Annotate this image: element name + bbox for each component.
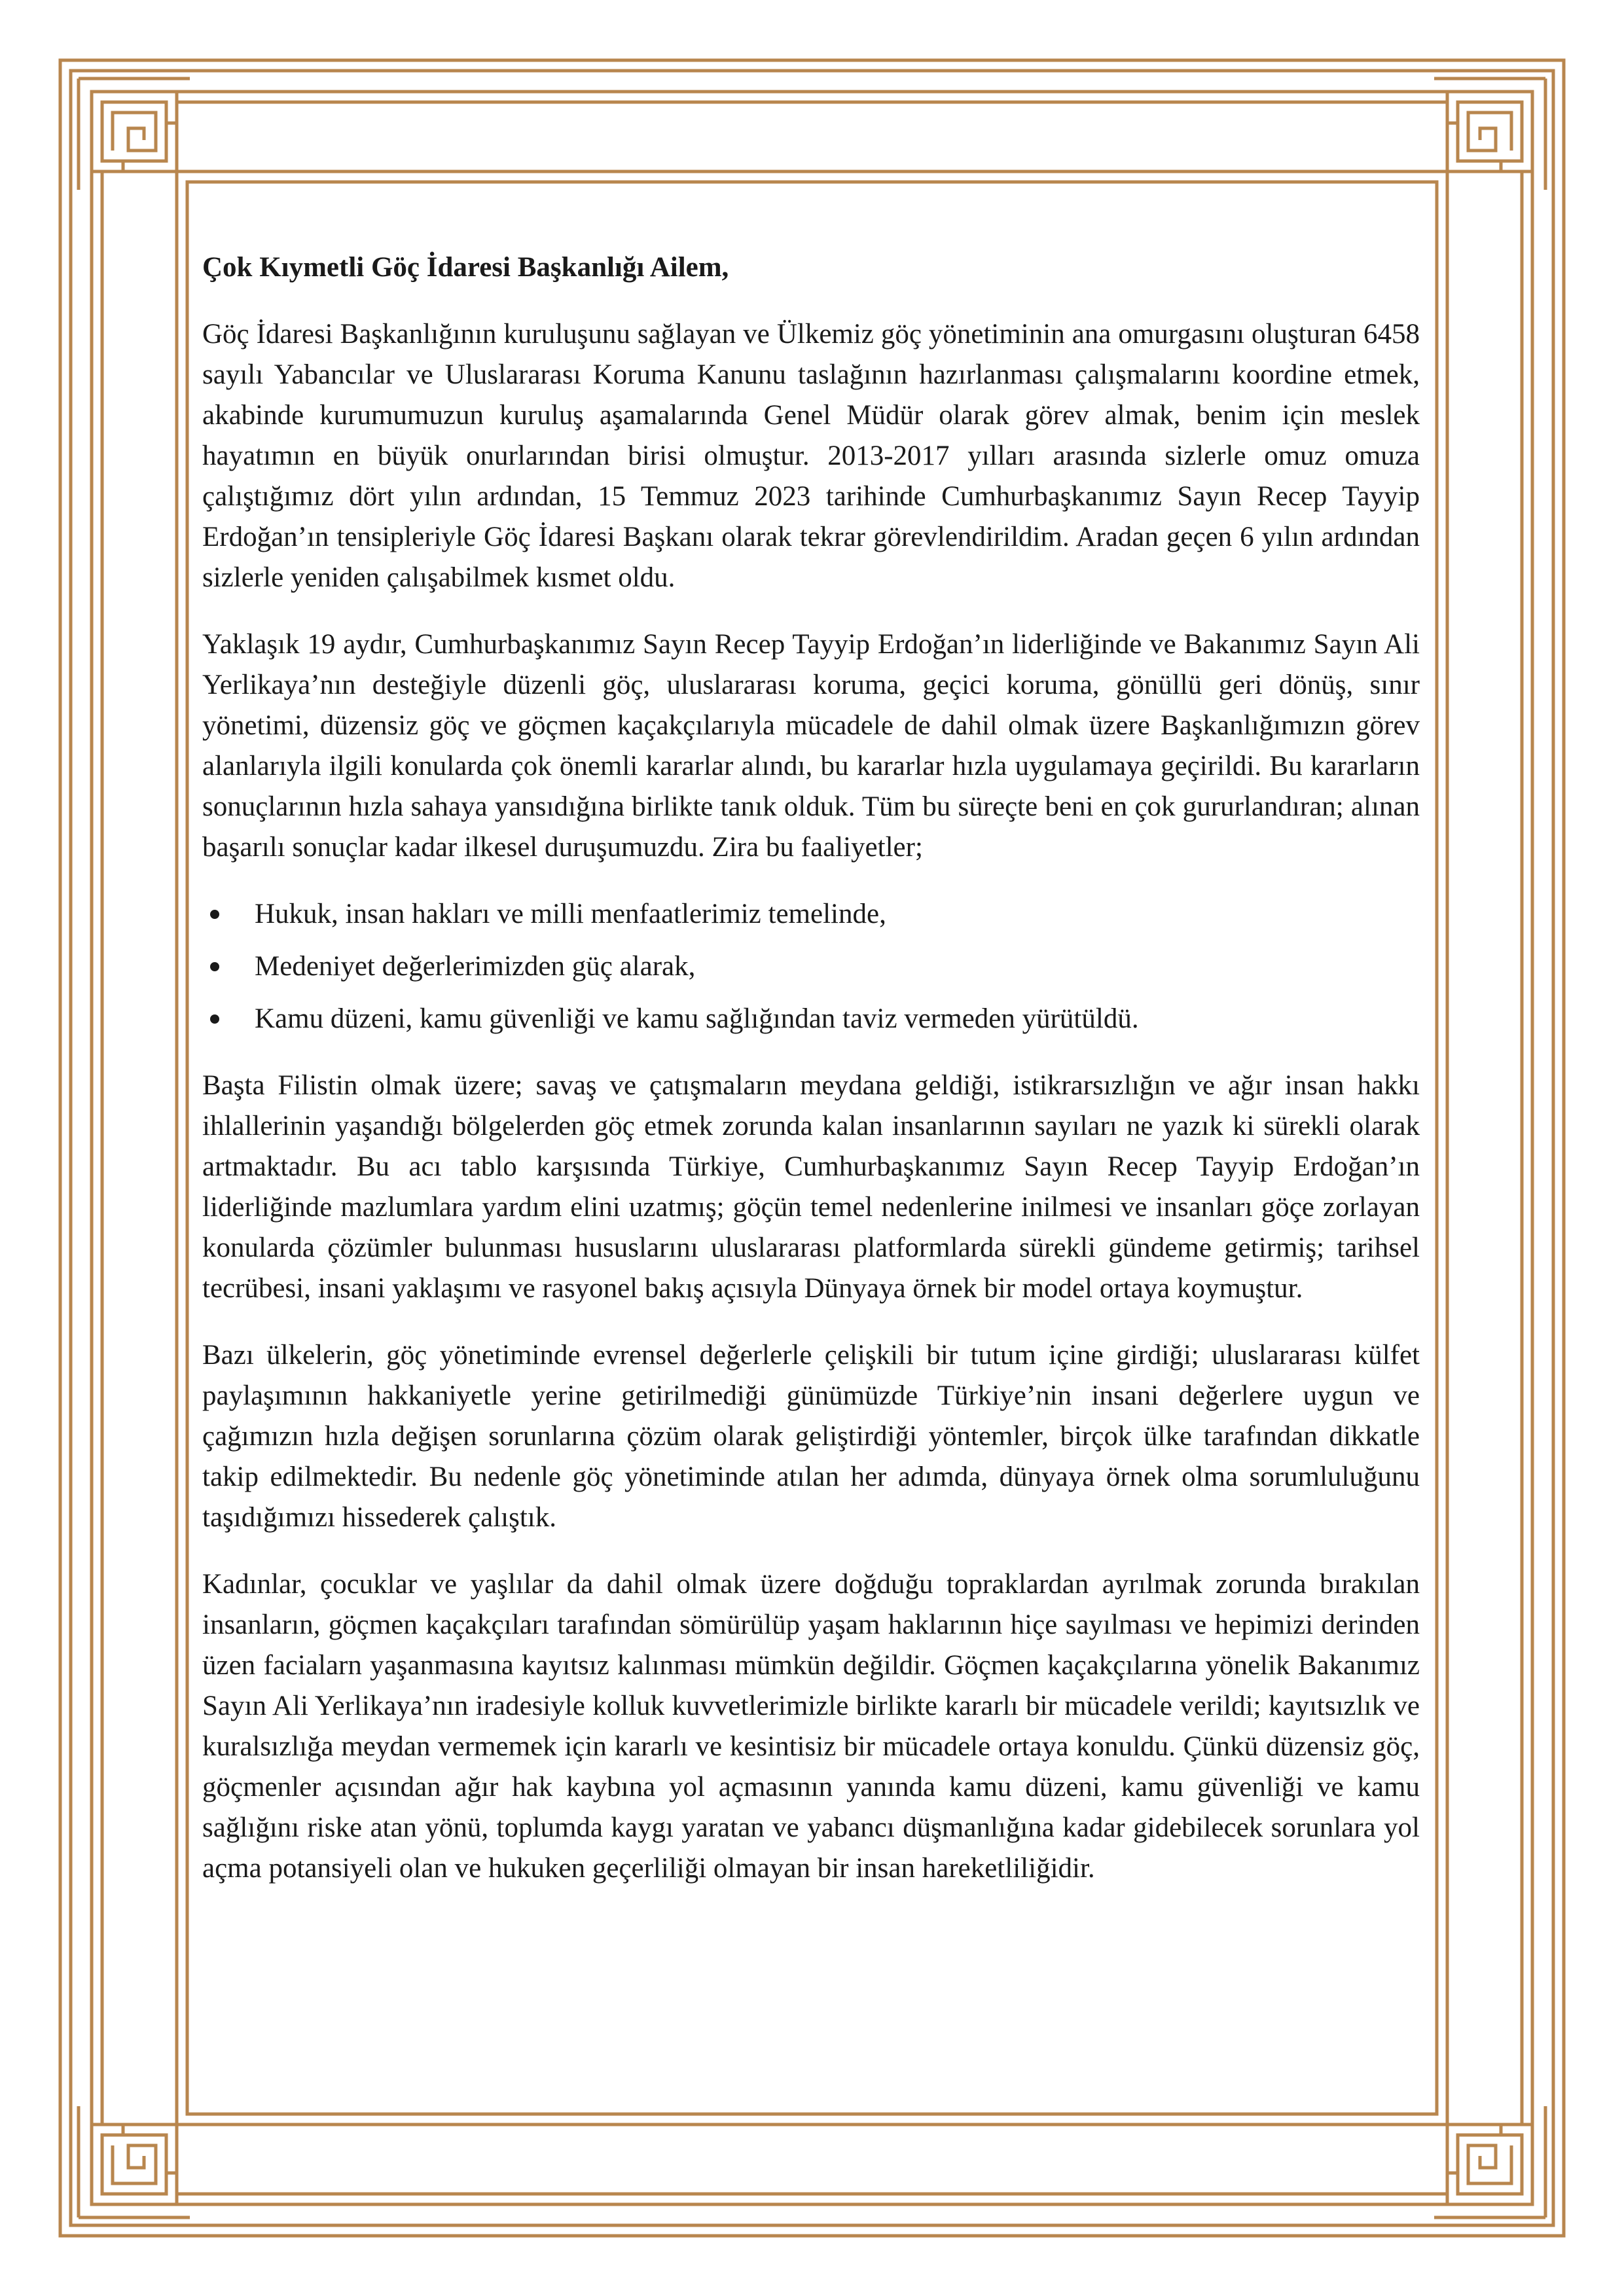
paragraph-international: Bazı ülkelerin, göç yönetiminde evrensel değerlerle çelişkili bir tutum içine girdiği; uluslararası külfet paylaşımının hakkaniyetle yerine getirilmediği günümüzde Türkiye’nin insani değerlere uygun ve çağımızın hızla değişen sorunlarına çözüm olarak geliştirdiği yöntemler, birçok ülke tarafından dikkatle takip edilmektedir. Bu nedenle göç yönetiminde atılan her adımda, dünyaya örnek olma sorumluluğunu taşıdığımızı hissederek çalıştık. xyxy=(202,1340,1420,1533)
paragraph-decisions: Yaklaşık 19 aydır, Cumhurbaşkanımız Sayın Recep Tayyip Erdoğan’ın liderliğinde ve Bakanımız Sayın Ali Yerlikaya’nın desteğiyle düzenli göç, uluslararası koruma, geçici koruma, gönüllü geri dönüş, sınır yönetimi, düzensiz göç ve göçmen kaçakçılarıyla mücadele de dahil olmak üzere Başkanlığımızın görev alanlarıyla ilgili konularda çok önemli kararlar alındı, bu kararlar hızla uygulamaya geçirildi. Bu kararların sonuçlarının hızla sahaya yansıdığına birlikte tanık olduk. Tüm bu süreçte beni en çok gururlandıran; alınan başarılı sonuçlar kadar ilkesel duruşumuzdu. Zira bu faaliyetler; xyxy=(202,629,1420,863)
principles-list xyxy=(202,894,1420,1039)
corner-ornament-bottom-right xyxy=(1434,2106,1545,2217)
paragraph-palestine: Başta Filistin olmak üzere; savaş ve çatışmaların meydana geldiği, istikrarsızlığın ve ağır insan hakkı ihlallerinin yaşandığı bölgelerden göç etmek zorunda kalan insanlarının sayıları ne yazık ki sürekli olarak artmaktadır. Bu acı tablo karşısında Türkiye, Cumhurbaşkanımız Sayın Recep Tayyip Erdoğan’ın liderliğinde mazlumlara yardım elini uzatmış; göçün temel nedenlerine inilmesi ve insanları göçe zorlayan konularda çözümler bulunması hususlarını uluslararası platformlarda sürekli gündeme getirmiş; tarihsel tecrübesi, insani yaklaşımı ve rasyonel bakış açısıyla Dünyaya örnek bir model ortaya koymuştur. xyxy=(202,1070,1420,1304)
letter-greeting: Çok Kıymetli Göç İdaresi Başkanlığı Ailem, xyxy=(202,252,729,283)
paragraph-intro: Göç İdaresi Başkanlığının kuruluşunu sağlayan ve Ülkemiz göç yönetiminin ana omurgasını oluşturan 6458 sayılı Yabancılar ve Uluslararası Koruma Kanunu taslağının hazırlanması çalışmalarını koordine etmek, akabinde kurumumuzun kuruluş aşamalarında Genel Müdür olarak görev almak, benim için meslek hayatımın en büyük onurlarından birisi olmuştur. 2013-2017 yılları arasında sizlerle omuz omuza çalıştığımız dört yılın ardından, 15 Temmuz 2023 tarihinde Cumhurbaşkanımız Sayın Recep Tayyip Erdoğan’ın tensipleriyle Göç İdaresi Başkanı olarak tekrar görevlendirildim. Aradan geçen 6 yılın ardından sizlerle yeniden çalışabilmek kısmet oldu. xyxy=(202,319,1420,593)
corner-ornament-top-left xyxy=(79,79,190,190)
list-item: Hukuk, insan hakları ve milli menfaatlerimiz temelinde, xyxy=(202,894,1420,935)
list-item: Kamu düzeni, kamu güvenliği ve kamu sağlığından taviz vermeden yürütüldü. xyxy=(202,999,1420,1039)
letter-body xyxy=(202,247,1420,1915)
corner-ornament-top-right xyxy=(1434,79,1545,190)
corner-ornament-bottom-left xyxy=(79,2106,190,2217)
paragraph-smuggling: Kadınlar, çocuklar ve yaşlılar da dahil olmak üzere doğduğu topraklardan ayrılmak zorunda bırakılan insanların, göçmen kaçakçıları tarafından sömürülüp yaşam haklarının hiçe sayılması ve hepimizi derinden üzen facialarn yaşanmasına kayıtsız kalınması mümkün değildir. Göçmen kaçakçılarına yönelik Bakanımız Sayın Ali Yerlikaya’nın iradesiyle kolluk kuvvetlerimizle birlikte kararlı bir mücadele verildi; kayıtsızlık ve kuralsızlığa meydan vermemek için kararlı ve kesintisiz bir mücadele ortaya konuldu. Çünkü düzensiz göç, göçmenler açısından ağır hak kaybına yol açmasının yanında kamu düzeni, kamu güvenliği ve kamu sağlığını riske atan yönü, toplumda kaygı yaratan ve yabancı düşmanlığına kadar gidebilecek sorunlara yol açma potansiyeli olan ve hukuken geçerliliği olmayan bir insan hareketliliğidir. xyxy=(202,1569,1420,1884)
list-item: Medeniyet değerlerimizden güç alarak, xyxy=(202,946,1420,987)
